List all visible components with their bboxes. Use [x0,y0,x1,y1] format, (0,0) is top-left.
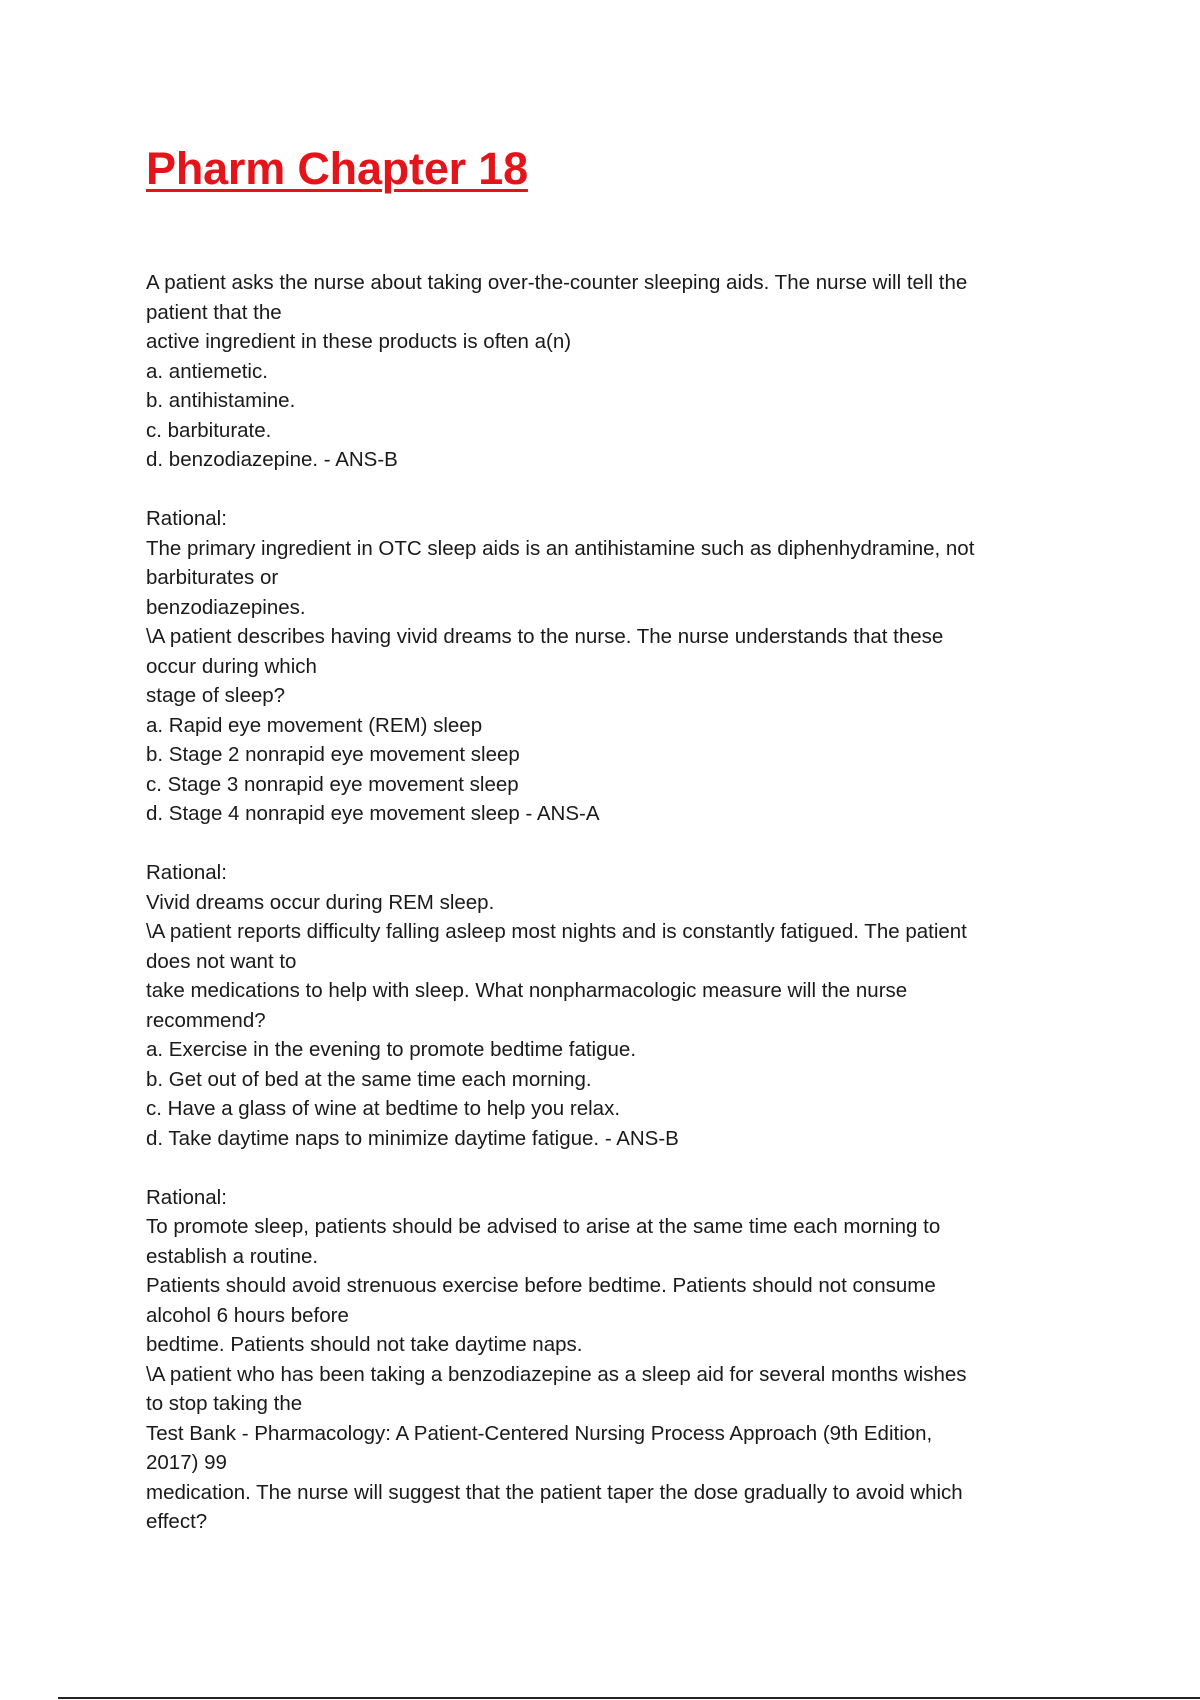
text-line: \A patient reports difficulty falling asleep most nights and is constantly fatigued. The patient [146,920,967,943]
text-line: c. Stage 3 nonrapid eye movement sleep [146,772,519,796]
text-line: Rational: [146,861,227,884]
text-line: medication. The nurse will suggest that the patient taper the dose gradually to avoid which [146,1480,963,1504]
blank-line [146,475,1046,505]
text-line: d. benzodiazepine. - ANS-B [146,448,398,471]
text-line: c. barbiturate. [146,418,272,442]
text-line: does not want to [146,949,297,973]
page-bottom-rule [58,1697,1200,1699]
text-line: Rational: [146,1185,227,1209]
text-line: d. Take daytime naps to minimize daytime fatigue. - ANS-B [146,1126,679,1150]
text-line: \A patient who has been taking a benzodiazepine as a sleep aid for several months wishes [146,1362,967,1386]
text-line: barbiturates or [146,566,279,589]
text-line: active ingredient in these products is often a(n) [146,330,572,353]
text-line: b. Stage 2 nonrapid eye movement sleep [146,743,520,766]
text-line: occur during which [146,654,317,678]
blank-line [146,1153,1046,1183]
text-line: d. Stage 4 nonrapid eye movement sleep - ANS-A [146,802,600,825]
document-body [146,268,1046,1537]
text-line: \A patient describes having vivid dreams to the nurse. The nurse understands that these [146,625,944,648]
text-line: establish a routine. [146,1244,319,1268]
text-line: b. Get out of bed at the same time each morning. [146,1067,592,1091]
text-line: patient that the [146,300,282,324]
text-line: a. Exercise in the evening to promote bedtime fatigue. [146,1038,637,1061]
text-line: c. Have a glass of wine at bedtime to help you relax. [146,1097,621,1120]
page-title: Pharm Chapter 18 [146,143,528,194]
text-line: Patients should avoid strenuous exercise before bedtime. Patients should not consume [146,1274,936,1297]
text-line: recommend? [146,1008,266,1032]
text-line: The primary ingredient in OTC sleep aids is an antihistamine such as diphenhydramine, not [146,536,975,560]
text-line: to stop taking the [146,1392,303,1415]
text-line: a. antiemetic. [146,359,268,383]
text-line: effect? [146,1510,208,1533]
text-line: Vivid dreams occur during REM sleep. [146,890,495,914]
text-line: benzodiazepines. [146,595,306,619]
text-line: b. antihistamine. [146,389,296,412]
text-line: A patient asks the nurse about taking over-the-counter sleeping aids. The nurse will tell the [146,271,968,294]
text-line: 2017) 99 [146,1451,227,1474]
text-line: bedtime. Patients should not take daytime naps. [146,1333,583,1356]
text-line: To promote sleep, patients should be advised to arise at the same time each morning to [146,1215,941,1238]
text-line: a. Rapid eye movement (REM) sleep [146,713,483,737]
text-line: alcohol 6 hours before [146,1303,349,1327]
text-line: Test Bank - Pharmacology: A Patient-Centered Nursing Process Approach (9th Edition, [146,1421,933,1445]
text-line: Rational: [146,507,227,530]
blank-line [146,829,1046,859]
text-line: stage of sleep? [146,684,286,707]
text-line: take medications to help with sleep. What nonpharmacologic measure will the nurse [146,979,908,1002]
